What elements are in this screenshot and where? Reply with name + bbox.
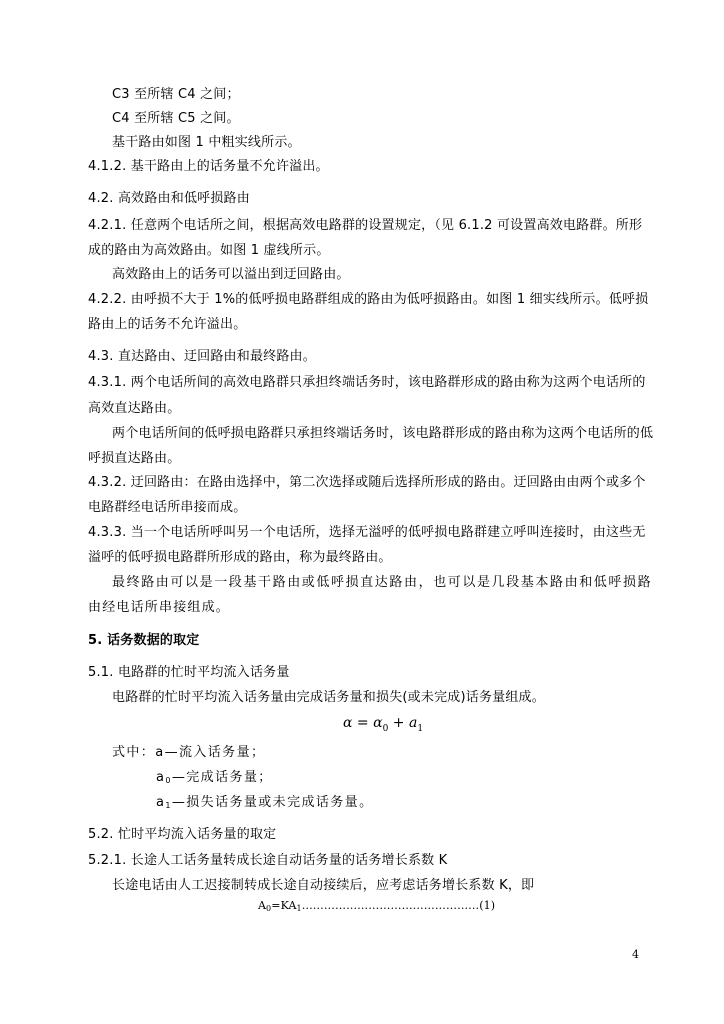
legend-a1-symbol: a [156, 795, 166, 810]
equation-1 [258, 899, 495, 913]
equation-1-lhs: A [258, 899, 267, 912]
clause-4-3-2-line1: 4.3.2. 迂回路由：在路由选择中，第二次选择或随后选择所形成的路由。迂回路由由两个或多个 [88, 475, 646, 490]
clause-4-2-1-line2: 成的路由为高效路由。如图 1 虚线所示。 [88, 243, 330, 258]
equation-1-lhs-sub: 0 [266, 904, 272, 913]
clause-4-3-3-line2: 溢呼的低呼损电路群所形成的路由，称为最终路由。 [88, 550, 392, 565]
heading-4-3: 4.3. 直达路由、迂回路由和最终路由。 [88, 349, 316, 364]
text-line-low-loss-direct-2: 呼损直达路由。 [88, 451, 181, 466]
formula-term2-sub: 1 [417, 723, 424, 734]
formula-term1: α [373, 715, 383, 731]
page-number: 4 [632, 948, 639, 961]
formula-term1-sub: 0 [382, 723, 389, 734]
formula-eq: = [352, 715, 374, 731]
equation-1-rhs-sub: 1 [296, 904, 302, 913]
legend-a0-text: —完成话务量； [171, 770, 273, 785]
heading-5-2: 5.2. 忙时平均流入话务量的取定 [88, 827, 277, 842]
legend-intro: 式中：a—流入话务量； [112, 745, 266, 760]
clause-4-3-1-line1: 4.3.1. 两个电话所间的高效电路群只承担终端话务时，该电路群形成的路由称为这两个电话所的 [88, 375, 646, 390]
traffic-formula [343, 715, 423, 734]
text-line-low-loss-direct-1: 两个电话所间的低呼损电路群只承担终端话务时，该电路群形成的路由称为这两个电话所的低 [112, 426, 654, 441]
heading-5-1: 5.1. 电路群的忙时平均流入话务量 [88, 665, 290, 680]
legend-a0-sub: 0 [165, 776, 172, 785]
heading-5: 5. 话务数据的取定 [88, 633, 200, 648]
formula-lhs: α [343, 715, 353, 731]
clause-4-2-2-line2: 路由上的话务不允许溢出。 [88, 317, 247, 332]
clause-4-2-1-line1: 4.2.1. 任意两个电话所之间，根据高效电路群的设置规定，（见 6.1.2 可设置高效电路群。所形 [88, 218, 643, 233]
text-line-backbone-figure: 基干路由如图 1 中粗实线所示。 [112, 135, 301, 150]
legend-a0-symbol: a [156, 770, 166, 785]
text-line-c3-c4: C3 至所辖 C4 之间； [112, 87, 240, 102]
equation-1-dots: …………………………………………(1) [301, 899, 496, 912]
text-line-inflow-composition: 电路群的忙时平均流入话务量由完成话务量和损失(或未完成)话务量组成。 [112, 690, 545, 705]
legend-a1-sub: 1 [165, 801, 172, 810]
legend-a1-text: —损失话务量或未完成话务量。 [171, 795, 374, 810]
clause-4-3-3-line1: 4.3.3. 当一个电话所呼叫另一个电话所，选择无溢呼的低呼损电路群建立呼叫连接时，由这些无 [88, 525, 646, 540]
legend-a1 [156, 794, 373, 815]
clause-4-2-2-line1: 4.2.2. 由呼损不大于 1%的低呼损电路群组成的路由为低呼损路由。如图 1 细实线所示。低呼损 [88, 292, 649, 307]
heading-4-2: 4.2. 高效路由和低呼损路由 [88, 191, 250, 206]
text-line-growth-factor: 长途电话由人工迟接制转成长途自动接续后，应考虑话务增长系数 K，即 [112, 878, 535, 893]
equation-1-rhs: =KA [271, 899, 297, 912]
formula-plus: + [388, 715, 409, 731]
clause-4-1-2: 4.1.2. 基干路由上的话务量不允许溢出。 [88, 159, 329, 174]
text-line-final-route-1: 最终路由可以是一段基干路由或低呼损直达路由，也可以是几段基本路由和低呼损路 [112, 575, 653, 590]
heading-5-2-1: 5.2.1. 长途人工话务量转成长途自动话务量的话务增长系数 K [88, 853, 448, 868]
text-line-final-route-2: 由经电话所串接组成。 [88, 600, 231, 615]
legend-a0 [156, 769, 273, 790]
clause-4-3-2-line2: 电路群经电话所串接而成。 [88, 500, 247, 515]
formula-term2: a [408, 715, 418, 731]
text-line-c4-c5: C4 至所辖 C5 之间。 [112, 111, 240, 126]
clause-4-3-1-line2: 高效直达路由。 [88, 401, 181, 416]
text-line-efficient-overflow: 高效路由上的话务可以溢出到迂回路由。 [112, 267, 350, 282]
